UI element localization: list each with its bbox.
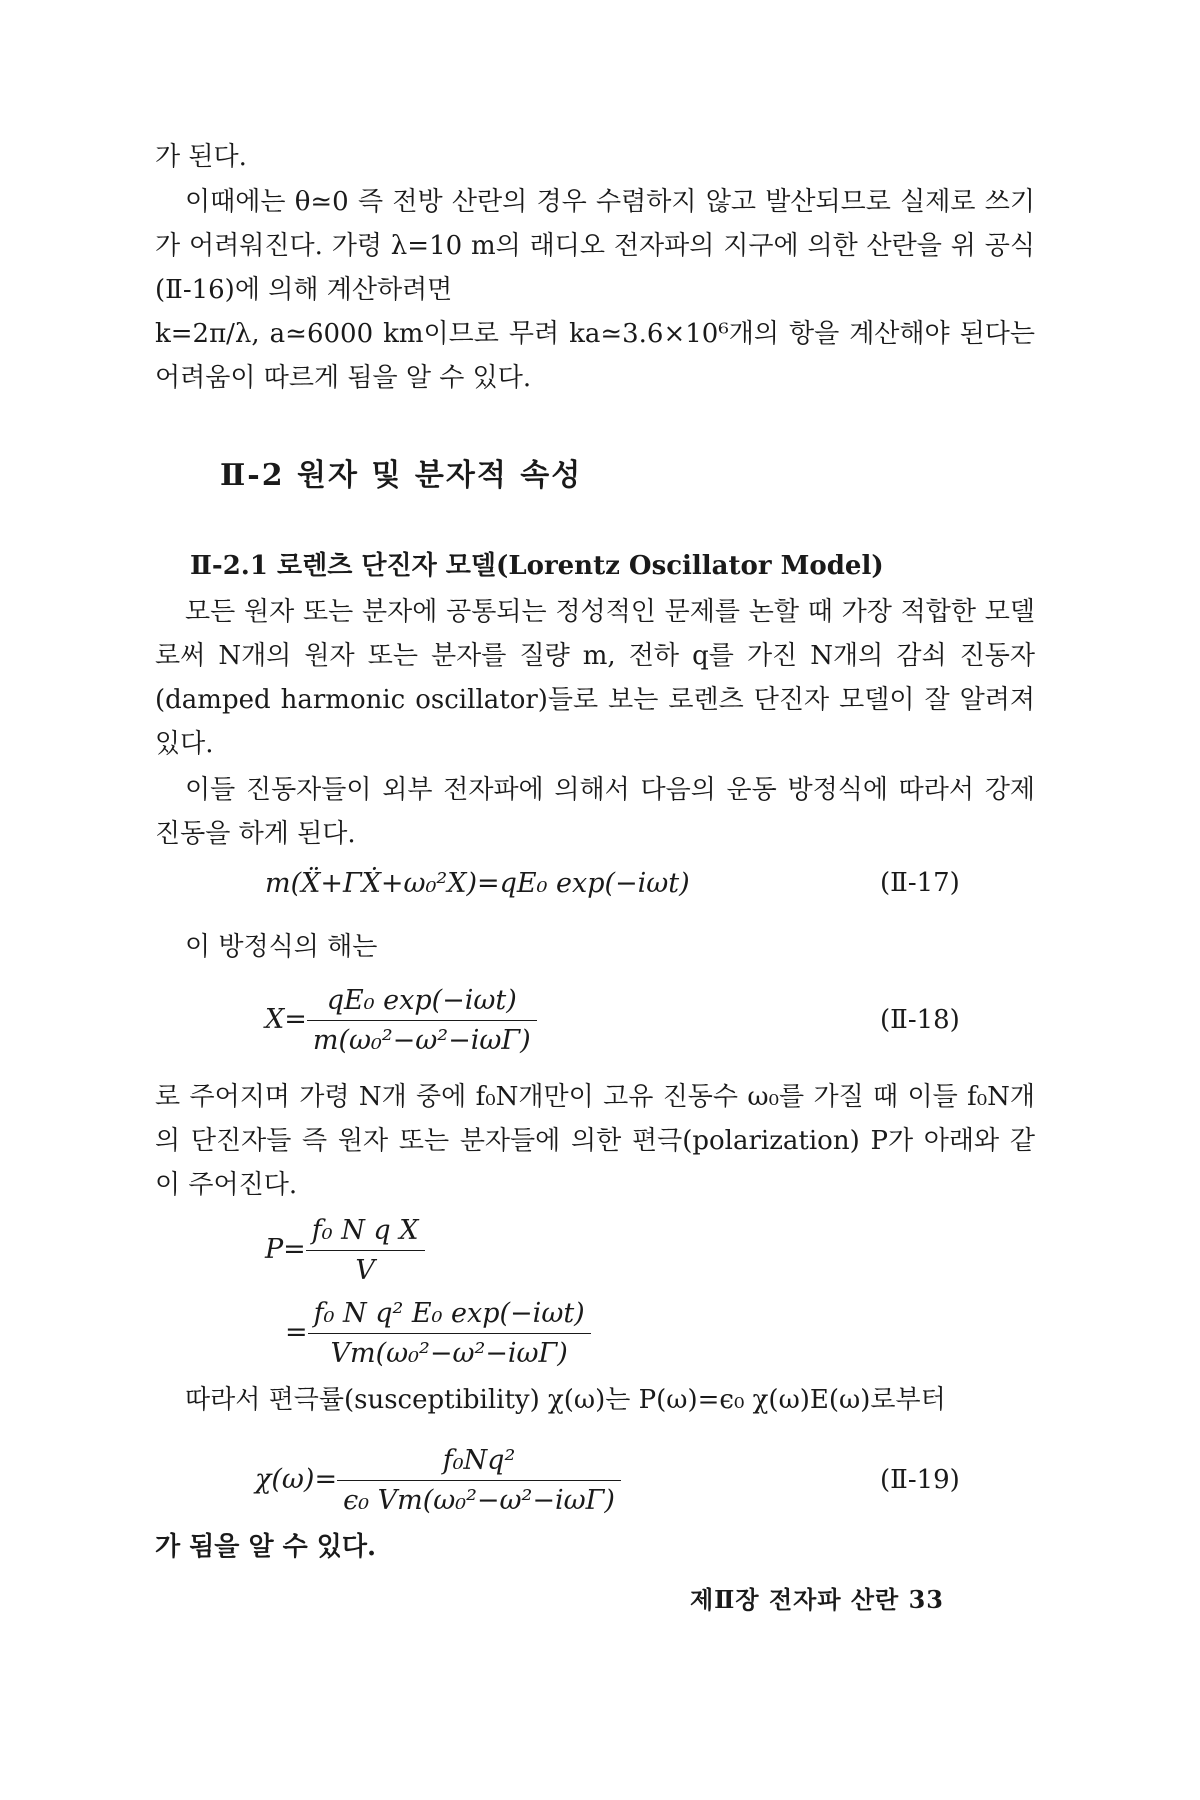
equation-solution-fraction (307, 985, 537, 1056)
equation-polarization-1-lhs: P= (265, 1234, 306, 1265)
paragraph-polarization: 로 주어지며 가령 N개 중에 f₀N개만이 고유 진동수 ω₀를 가질 때 이들 f₀N개의 단진자들 즉 원자 또는 분자들에 의한 편극(polarization) P가 아래와 같이 주어진다. (155, 1082, 1035, 1200)
equation-polarization-2-denominator: Vm(ω₀²−ω²−iωΓ) (330, 1338, 568, 1369)
paragraph-forward-scattering: 이때에는 θ≃0 즉 전방 산란의 경우 수렴하지 않고 발산되므로 실제로 쓰기가 어려워진다. 가령 λ=10 m의 래디오 전자파의 지구에 의한 산란을 위 공식 (Ⅱ-16)에 의해 계산하려면 (155, 187, 1035, 305)
equation-polarization-2-numerator: f₀ N q² E₀ exp(−iωt) (308, 1298, 591, 1334)
equation-number-18: (Ⅱ-18) (880, 1005, 960, 1035)
equation-polarization-1-fraction (306, 1215, 425, 1286)
equation-polarization-2 (285, 1298, 591, 1369)
equation-polarization-2-fraction (308, 1298, 591, 1369)
paragraph-forced-oscillation: 이들 진동자들이 외부 전자파에 의해서 다음의 운동 방정식에 따라서 강제진동을 하게 된다. (155, 775, 1035, 849)
equation-number-17: (Ⅱ-17) (880, 868, 960, 898)
equation-solution-denominator: m(ω₀²−ω²−iωΓ) (312, 1025, 531, 1056)
paragraph-lorentz-model: 모든 원자 또는 분자에 공통되는 정성적인 문제를 논할 때 가장 적합한 모델로써 N개의 원자 또는 분자를 질량 m, 전하 q를 가진 N개의 감쇠 진동자(damped harmonic oscillator)들로 보는 로렌츠 단진자 모델이 잘 알려져 있다. (155, 597, 1035, 759)
equation-polarization-1 (265, 1215, 425, 1286)
equation-motion-text: m(Ẍ+ΓẊ+ω₀²X)=qE₀ exp(−iωt) (265, 868, 690, 899)
paragraph-term-count: k=2π/λ, a≃6000 km이므로 무려 ka≃3.6×10⁶개의 항을 계산해야 된다는 어려움이 따르게 됨을 알 수 있다. (155, 319, 1035, 393)
equation-polarization-1-numerator: f₀ N q X (306, 1215, 425, 1251)
equation-susceptibility-numerator: f₀Nq² (337, 1445, 621, 1481)
subsection-heading: Ⅱ-2.1 로렌츠 단진자 모델(Lorentz Oscillator Model) (190, 551, 884, 581)
section-heading: Ⅱ-2 원자 및 분자적 속성 (220, 458, 583, 493)
equation-solution-lhs: X= (265, 1004, 307, 1035)
equation-susceptibility-lhs: χ(ω)= (255, 1464, 338, 1495)
paragraph-solution-intro: 이 방정식의 해는 (185, 932, 378, 962)
equation-polarization-2-lhs: = (285, 1317, 308, 1348)
equation-susceptibility (255, 1445, 621, 1516)
equation-solution-numerator: qE₀ exp(−iωt) (307, 985, 537, 1021)
equation-number-19: (Ⅱ-19) (880, 1465, 960, 1495)
equation-polarization-1-denominator: V (355, 1255, 375, 1286)
equation-motion (265, 868, 690, 899)
equation-solution (265, 985, 537, 1056)
paragraph-continuation: 가 된다. (155, 142, 247, 172)
paragraph-conclusion: 가 됨을 알 수 있다. (155, 1532, 377, 1562)
page-footer: 제Ⅱ장 전자파 산란 33 (690, 1585, 944, 1614)
equation-susceptibility-denominator: ϵ₀ Vm(ω₀²−ω²−iωΓ) (343, 1485, 615, 1516)
paragraph-susceptibility: 따라서 편극률(susceptibility) χ(ω)는 P(ω)=ϵ₀ χ(ω)E(ω)로부터 (185, 1385, 946, 1415)
equation-susceptibility-fraction (337, 1445, 621, 1516)
